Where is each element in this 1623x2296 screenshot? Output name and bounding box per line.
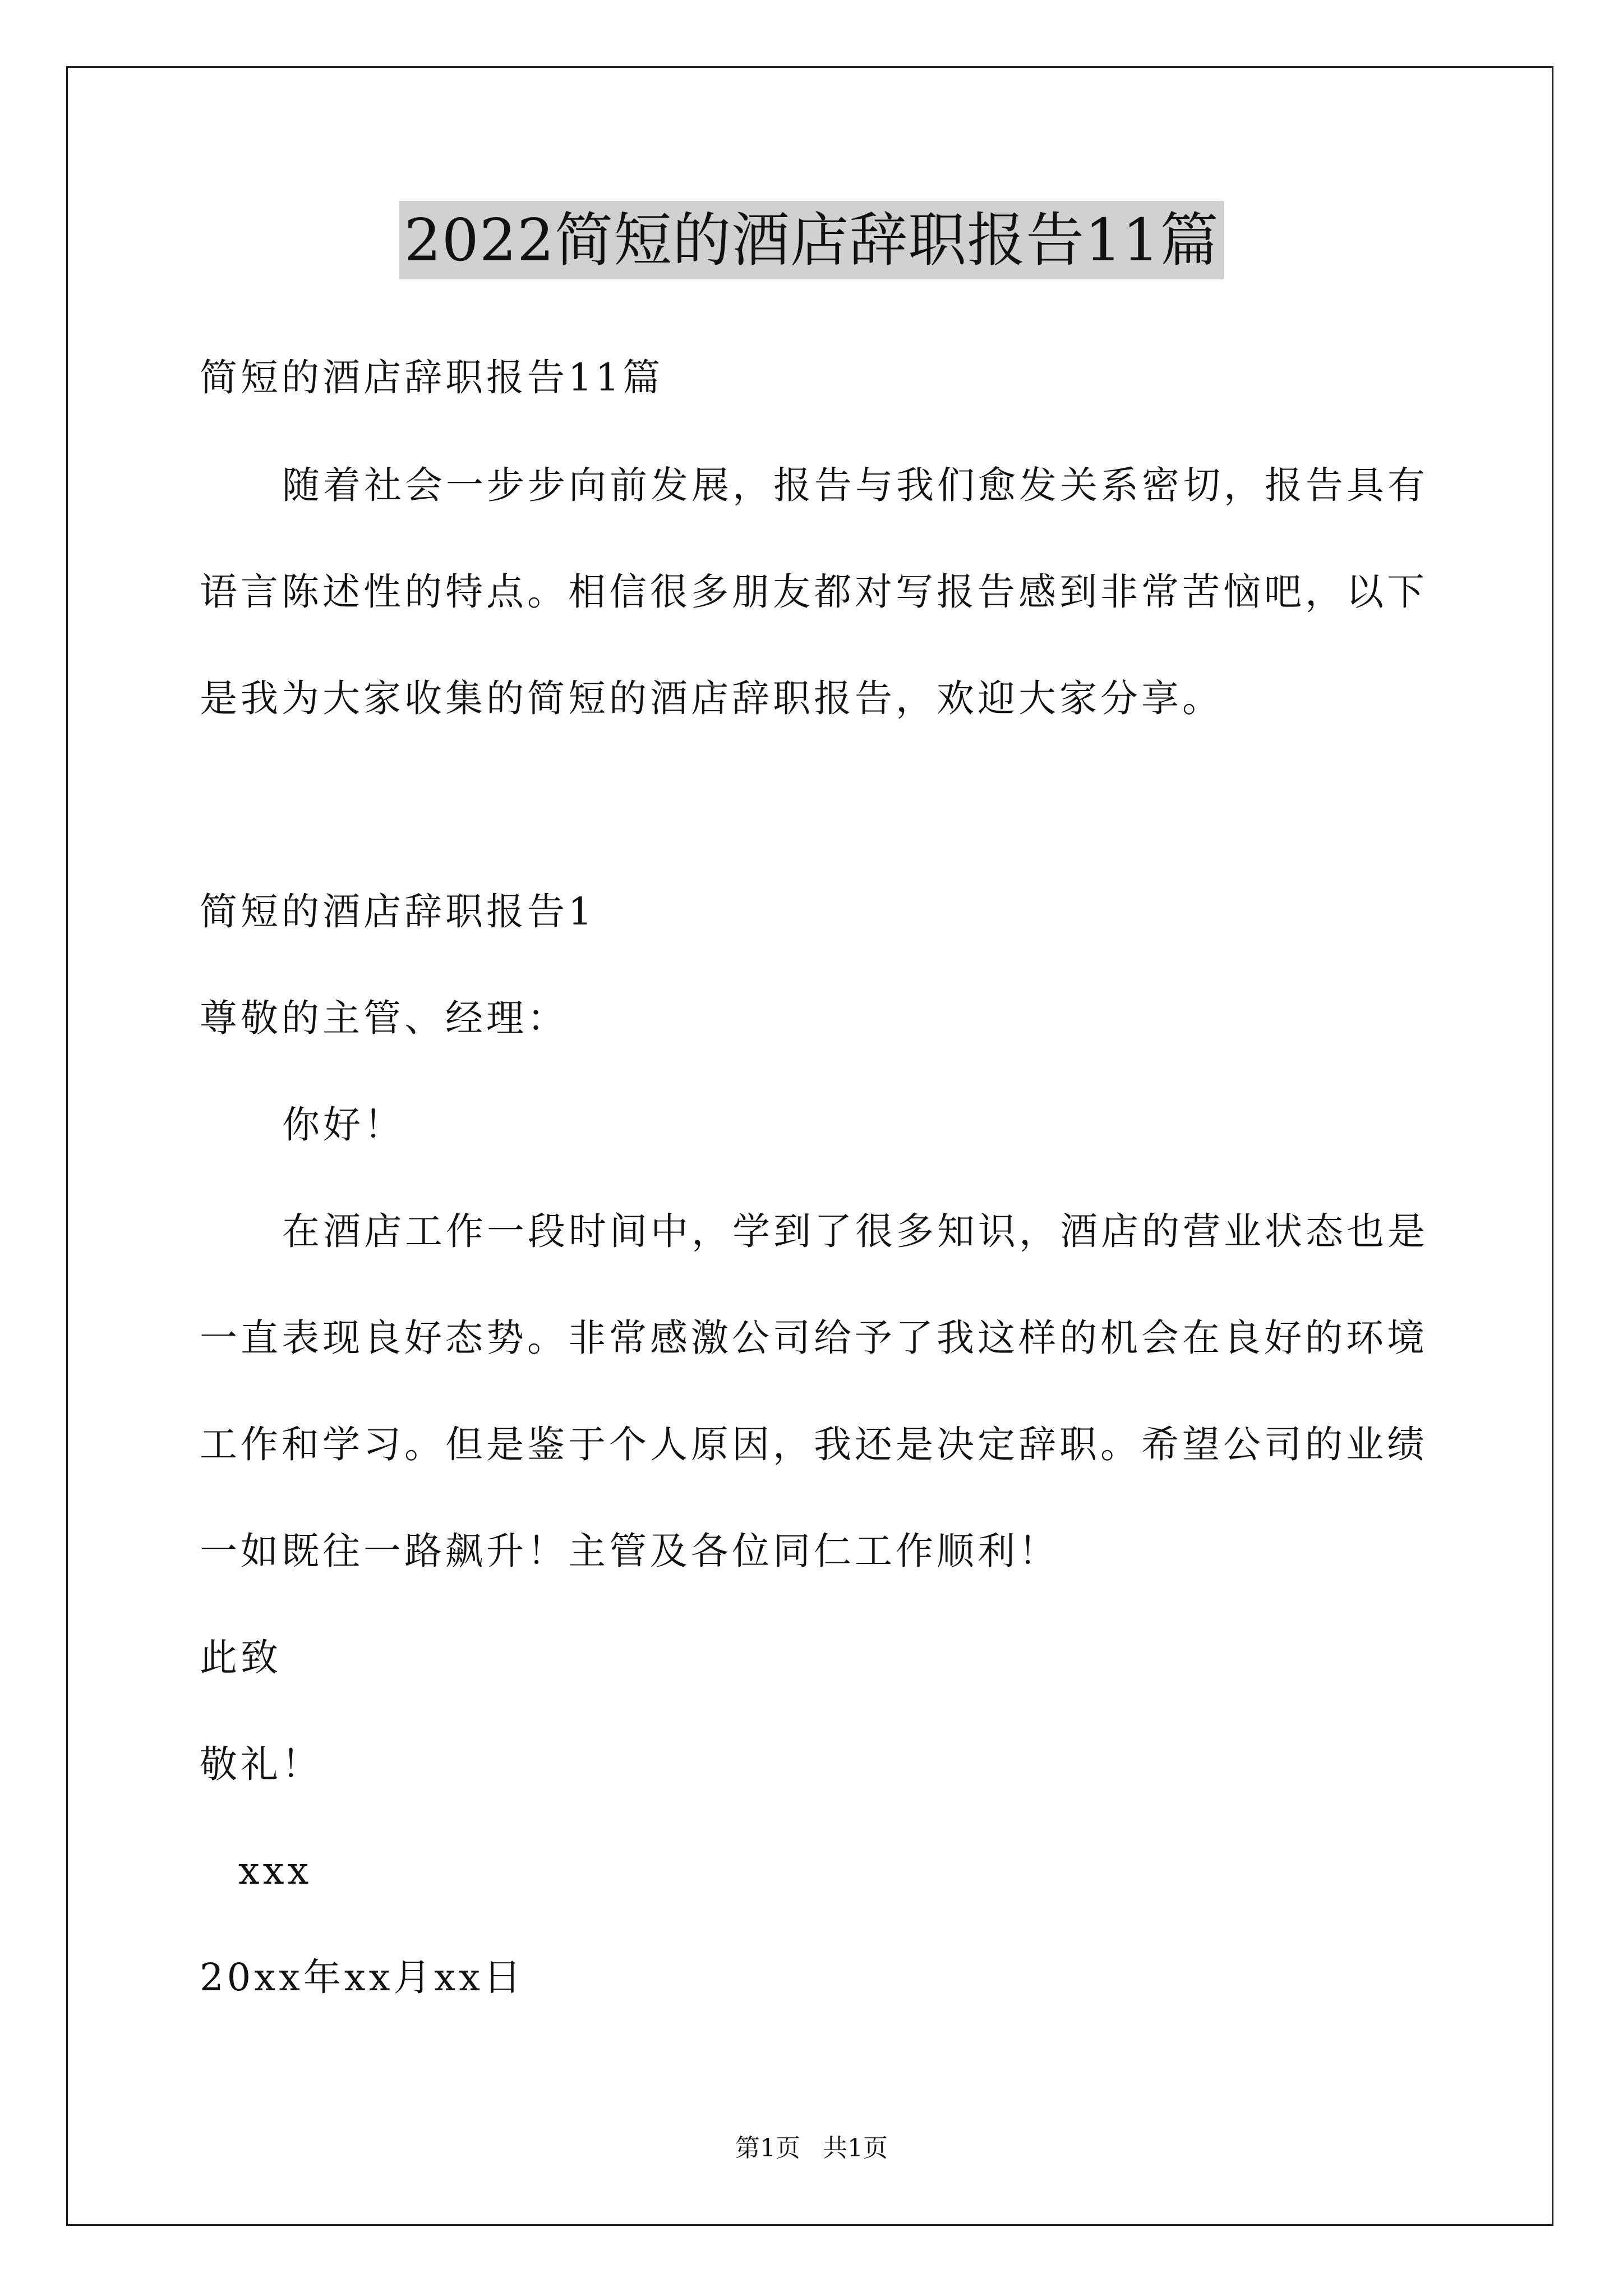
page-number: 第1页	[735, 2134, 800, 2162]
page-footer	[0, 2132, 1623, 2165]
body-line-2: 一直表现良好态势。非常感激公司给予了我这样的机会在良好的环境	[200, 1316, 1428, 1360]
closing: 此致	[200, 1636, 282, 1680]
regards: 敬礼！	[200, 1742, 322, 1786]
intro-line-1: 随着社会一步步向前发展，报告与我们愈发关系密切，报告具有	[282, 463, 1428, 507]
salutation: 尊敬的主管、经理：	[200, 996, 568, 1040]
section-heading: 简短的酒店辞职报告1	[200, 890, 596, 933]
signature: xxx	[238, 1849, 312, 1893]
intro-line-3: 是我为大家收集的简短的酒店辞职报告，欢迎大家分享。	[200, 677, 1223, 720]
subtitle: 简短的酒店辞职报告11篇	[200, 356, 664, 399]
document-title: 2022简短的酒店辞职报告11篇	[399, 201, 1223, 279]
body-line-4: 一如既往一路飙升！主管及各位同仁工作顺利！	[200, 1529, 1059, 1573]
title-container	[0, 201, 1623, 279]
page-total: 共1页	[823, 2134, 888, 2162]
date: 20xx年xx月xx日	[200, 1955, 524, 1999]
intro-line-2: 语言陈述性的特点。相信很多朋友都对写报告感到非常苦恼吧，以下	[200, 570, 1428, 614]
greeting: 你好！	[282, 1103, 405, 1147]
body-line-3: 工作和学习。但是鉴于个人原因，我还是决定辞职。希望公司的业绩	[200, 1423, 1428, 1466]
body-line-1: 在酒店工作一段时间中，学到了很多知识，酒店的营业状态也是	[282, 1209, 1428, 1253]
